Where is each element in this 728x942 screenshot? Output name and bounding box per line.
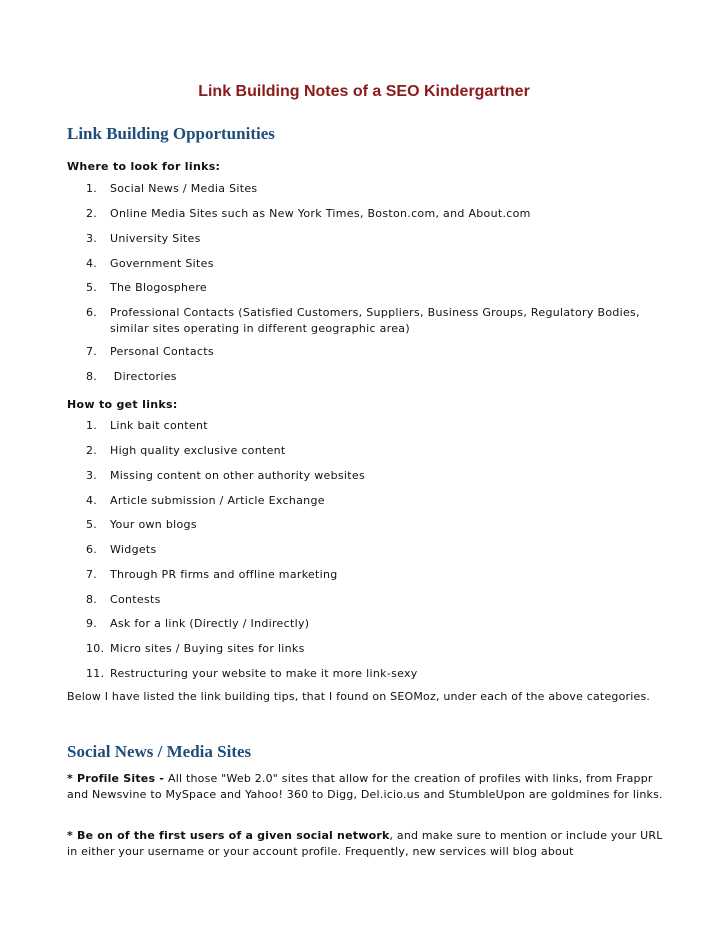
list-number: 7. [86, 568, 98, 581]
list-item [86, 305, 666, 337]
list-number: 1. [86, 419, 98, 432]
tip-profile-sites [67, 771, 663, 803]
list-item [86, 344, 666, 360]
tip-body: All those "Web 2.0" sites that allow for the creation of profiles with links, from Frappr and Newsvine to MySpace and Yahoo! 360 to Digg, Del.icio.us and StumbleUpon are goldmines for links. [67, 772, 663, 801]
list-number: 3. [86, 232, 98, 245]
list-number: 10. [86, 642, 105, 655]
list-item-text: Directories [110, 370, 177, 383]
list-number: 4. [86, 494, 98, 507]
list-item [86, 493, 666, 509]
list-item [86, 231, 666, 247]
list-number: 8. [86, 370, 98, 383]
list-item [86, 280, 666, 296]
list-number: 1. [86, 182, 98, 195]
section-heading-social-news: Social News / Media Sites [67, 742, 252, 761]
section-heading-link-building-opportunities: Link Building Opportunities [67, 124, 275, 143]
list-number: 6. [86, 543, 98, 556]
list-number: 4. [86, 257, 98, 270]
list-item [86, 206, 666, 222]
list-number: 3. [86, 469, 98, 482]
list-item [86, 542, 666, 558]
where-to-look-heading: Where to look for links: [67, 160, 221, 173]
list-item-text: Online Media Sites such as New York Times, Boston.com, and About.com [110, 207, 531, 220]
how-to-get-heading: How to get links: [67, 398, 178, 411]
list-number: 2. [86, 207, 98, 220]
list-number: 6. [86, 306, 98, 319]
list-item-text: Professional Contacts (Satisfied Customers, Suppliers, Business Groups, Regulatory Bodies, similar sites operating in different geographic area) [110, 306, 640, 335]
list-item-text: Restructuring your website to make it more link-sexy [110, 667, 418, 680]
list-number: 7. [86, 345, 98, 358]
list-item [86, 468, 666, 484]
list-item [86, 567, 666, 583]
list-item [86, 181, 666, 197]
tip-body: , and make sure to mention or include your URL in either your username or your account profile. Frequently, new services will blog about [67, 829, 663, 858]
list-number: 8. [86, 593, 98, 606]
list-item-text: Social News / Media Sites [110, 182, 258, 195]
list-item-text: Widgets [110, 543, 157, 556]
list-item [86, 517, 666, 533]
list-item [86, 256, 666, 272]
list-item-text: Ask for a link (Directly / Indirectly) [110, 617, 310, 630]
list-number: 5. [86, 518, 98, 531]
list-item [86, 443, 666, 459]
list-item-text: Contests [110, 593, 161, 606]
list-number: 11. [86, 667, 105, 680]
list-number: 5. [86, 281, 98, 294]
tip-label: * Be on of the first users of a given social network [67, 829, 390, 842]
tip-label: * Profile Sites - [67, 772, 169, 785]
list-item [86, 418, 666, 434]
list-item [86, 641, 666, 657]
list-item-text: University Sites [110, 232, 201, 245]
document-title: Link Building Notes of a SEO Kindergartner [198, 83, 530, 100]
list-item [86, 616, 666, 632]
list-item-text: Missing content on other authority websites [110, 469, 365, 482]
list-item-text: High quality exclusive content [110, 444, 286, 457]
tip-first-users [67, 828, 663, 860]
list-number: 2. [86, 444, 98, 457]
list-item-text: Article submission / Article Exchange [110, 494, 325, 507]
list-item-text: Through PR firms and offline marketing [110, 568, 338, 581]
list-item-text: Government Sites [110, 257, 214, 270]
intro-paragraph: Below I have listed the link building tips, that I found on SEOMoz, under each of the above categories. [67, 690, 651, 703]
list-item-text: Your own blogs [110, 518, 197, 531]
list-item-text: Link bait content [110, 419, 208, 432]
list-item [86, 592, 666, 608]
list-item-text: Personal Contacts [110, 345, 214, 358]
list-item [86, 666, 666, 682]
list-number: 9. [86, 617, 98, 630]
list-item [86, 369, 666, 385]
list-item-text: The Blogosphere [110, 281, 208, 294]
list-item-text: Micro sites / Buying sites for links [110, 642, 305, 655]
